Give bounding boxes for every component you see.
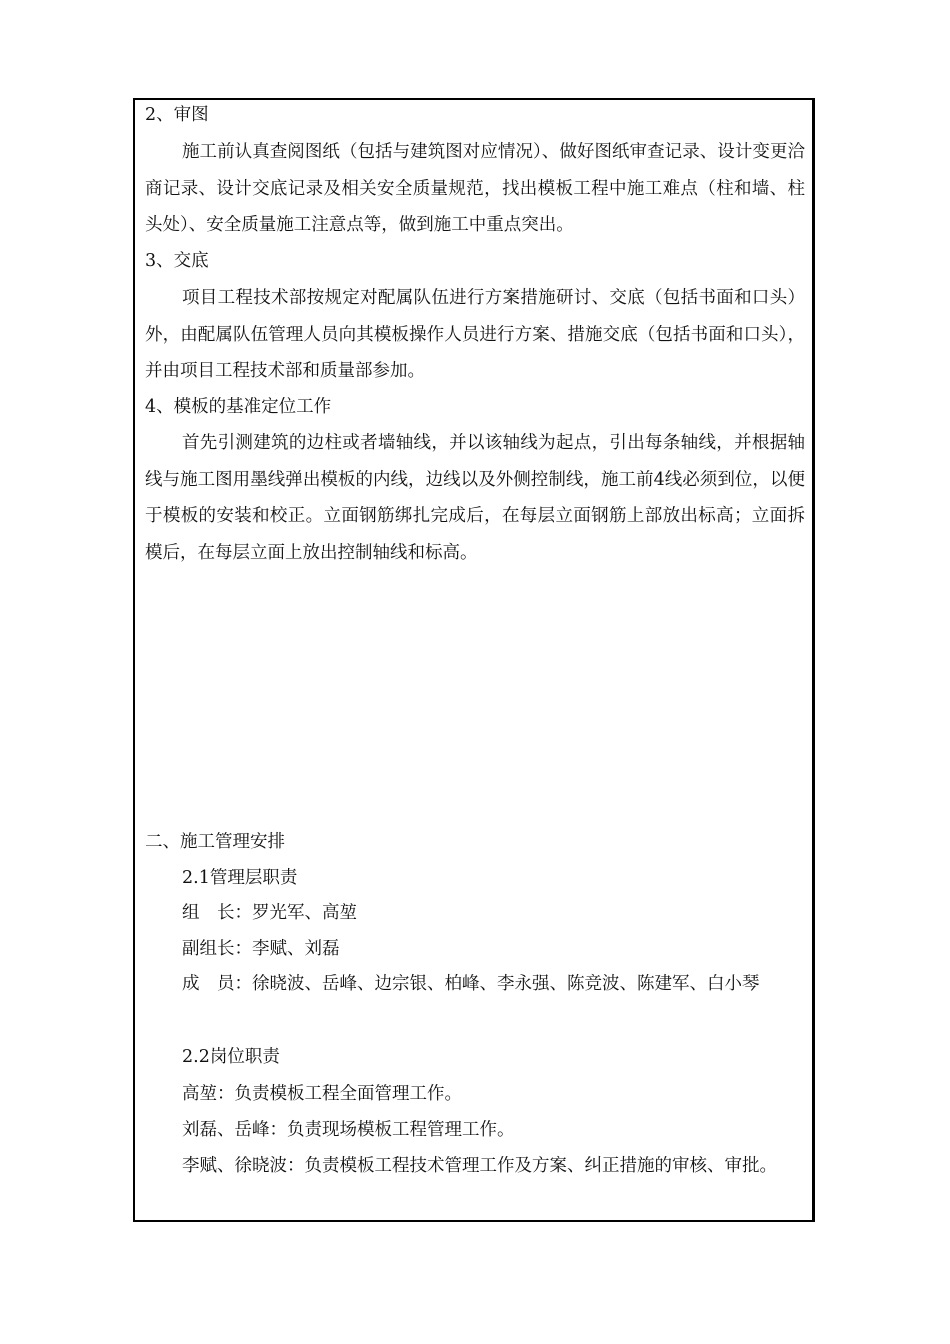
paragraph-briefing: 项目工程技术部按规定对配属队伍进行方案措施研讨、交底（包括书面和口头）外，由配属队伍管理人员向其模板操作人员进行方案、措施交底（包括书面和口头），并由项目工程技术部和质量部参加。 bbox=[145, 288, 805, 381]
heading-position-duties: 2.2岗位职责 bbox=[182, 1047, 280, 1067]
heading-datum-positioning: 4、模板的基准定位工作 bbox=[145, 397, 332, 417]
heading-briefing: 3、交底 bbox=[145, 251, 209, 271]
duty-line-3: 李赋、徐晓波：负责模板工程技术管理工作及方案、纠正措施的审核、审批。 bbox=[182, 1156, 777, 1176]
duty-line-1: 高堃：负责模板工程全面管理工作。 bbox=[182, 1084, 462, 1104]
duty-line-2: 刘磊、岳峰：负责现场模板工程管理工作。 bbox=[182, 1120, 515, 1140]
deputy-leader-line: 副组长：李赋、刘磊 bbox=[182, 939, 340, 959]
heading-management-duties: 2.1管理层职责 bbox=[182, 868, 298, 888]
paragraph-review-drawings: 施工前认真查阅图纸（包括与建筑图对应情况）、做好图纸审查记录、设计变更洽商记录、设计交底记录及相关安全质量规范，找出模板工程中施工难点（柱和墙、柱头处）、安全质量施工注意点等，做到施工中重点突出。 bbox=[145, 142, 805, 235]
team-members-line: 成 员：徐晓波、岳峰、边宗银、柏峰、李永强、陈竞波、陈建军、白小琴 bbox=[182, 974, 760, 994]
heading-construction-management: 二、施工管理安排 bbox=[145, 832, 285, 852]
paragraph-datum-positioning: 首先引测建筑的边柱或者墙轴线，并以该轴线为起点，引出每条轴线，并根据轴线与施工图用墨线弹出模板的内线，边线以及外侧控制线，施工前4线必须到位，以便于模板的安装和校正。立面钢筋绑扎完成后，在每层立面钢筋上部放出标高；立面拆模后，在每层立面上放出控制轴线和标高。 bbox=[145, 433, 805, 563]
team-leader-line: 组 长：罗光军、高堃 bbox=[182, 903, 357, 923]
heading-review-drawings: 2、审图 bbox=[145, 105, 209, 125]
